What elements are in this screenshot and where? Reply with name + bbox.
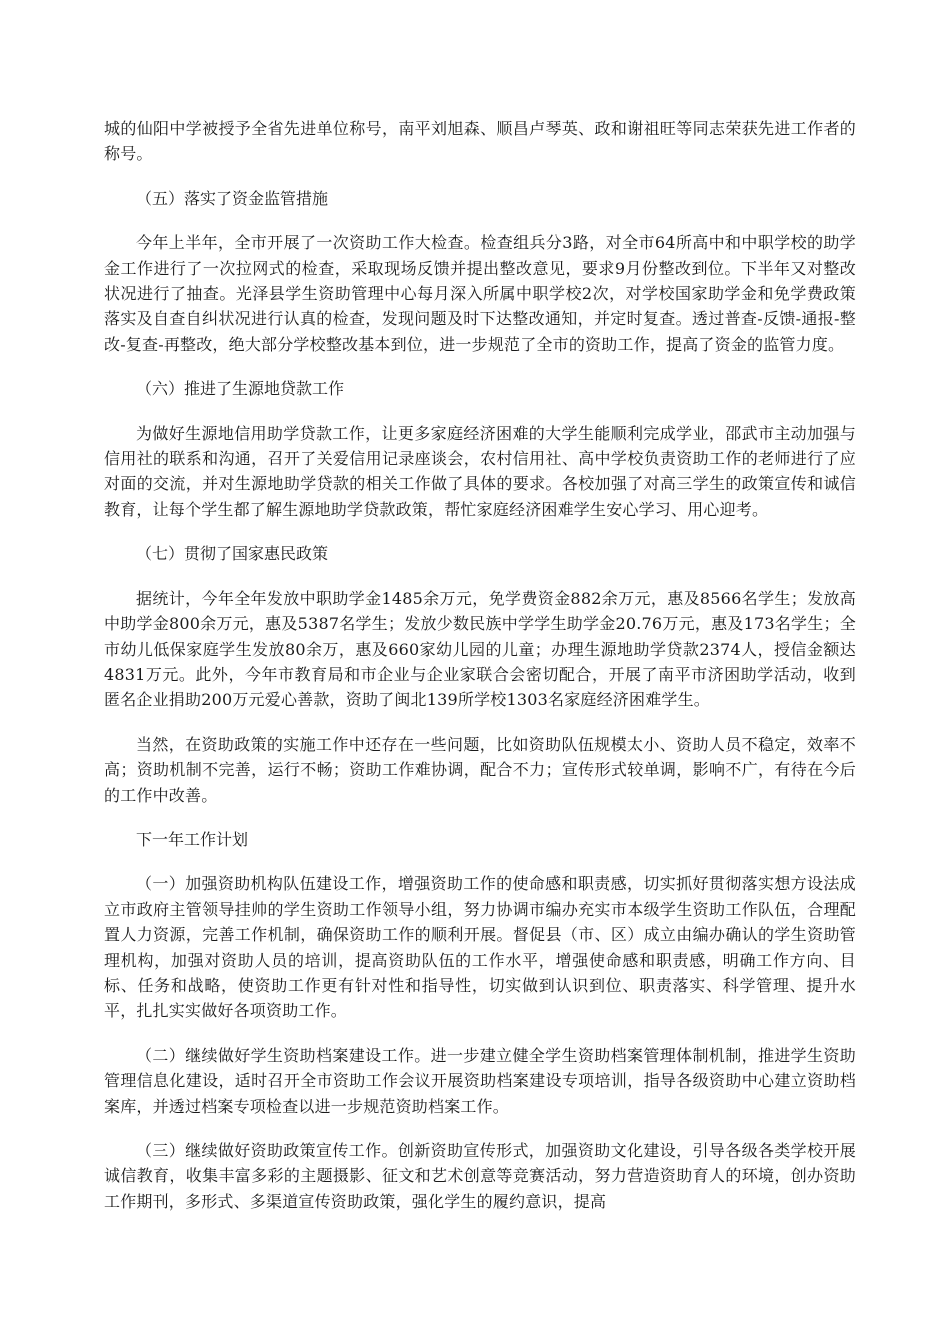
paragraph-problems: 当然，在资助政策的实施工作中还存在一些问题，比如资助队伍规模太小、资助人员不稳定，效率不高；资助机制不完善，运行不畅；资助工作难协调，配合不力；宣传形式较单调，影响不广，有待在今后的工作中改善。 [104, 734, 856, 805]
paragraph-student-loans: 为做好生源地信用助学贷款工作，让更多家庭经济困难的大学生能顺利完成学业，邵武市主动加强与信用社的联系和沟通，召开了关爱信用记录座谈会，农村信用社、高中学校负责资助工作的老师进行了应对面的交流，并对生源地助学贷款的相关工作做了具体的要求。各校加强了对高三学生的政策宣传和诚信教育，让每个学生都了解生源地助学贷款政策，帮忙家庭经济困难学生安心学习、用心迎考。 [104, 423, 856, 519]
paragraph-fund-supervision: 今年上半年，全市开展了一次资助工作大检查。检查组兵分3路，对全市64所高中和中职学校的助学金工作进行了一次拉网式的检查，采取现场反馈并提出整改意见，要求9月份整改到位。下半年又对整改状况进行了抽查。光泽县学生资助管理中心每月深入所属中职学校2次，对学校国家助学金和免学费政策落实及自查自纠状况进行认真的检查，发现问题及时下达整改通知，并定时复查。透过普查-反馈-通报-整改-复查-再整改，绝大部分学校整改基本到位，进一步规范了全市的资助工作，提高了资金的监管力度。 [104, 233, 856, 354]
section-heading-7: （七）贯彻了国家惠民政策 [136, 544, 329, 564]
paragraph-continued: 城的仙阳中学被授予全省先进单位称号，南平刘旭森、顺昌卢琴英、政和谢祖旺等同志荣获先进工作者的称号。 [104, 119, 856, 164]
paragraph-statistics: 据统计，今年全年发放中职助学金1485余万元，免学费资金882余万元，惠及8566名学生；发放高中助学金800余万元，惠及5387名学生；发放少数民族中学学生助学金20.76万元，惠及173名学生；全市幼儿低保家庭学生发放80余万，惠及660家幼儿园的儿童；办理生源地助学贷款2374人，授信金额达4831万元。此外，今年市教育局和市企业与企业家联合会密切配合，开展了南平市济困助学活动，收到匿名企业捐助200万元爱心善款，资助了闽北139所学校1303名家庭经济困难学生。 [104, 588, 856, 710]
paragraph-plan-1: （一）加强资助机构队伍建设工作，增强资助工作的使命感和职责感，切实抓好贯彻落实想方设法成立市政府主管领导挂帅的学生资助工作领导小组，努力协调市编办充实市本级学生资助工作队伍，合理配置人力资源，完善工作机制，确保资助工作的顺利开展。督促县（市、区）成立由编办确认的学生资助管理机构，加强对资助人员的培训，提高资助队伍的工作水平，增强使命感和职责感，明确工作方向、目标、任务和战略，使资助工作更有针对性和指导性，切实做到认识到位、职责落实、科学管理、提升水平，扎扎实实做好各项资助工作。 [104, 874, 856, 1021]
paragraph-plan-2: （二）继续做好学生资助档案建设工作。进一步建立健全学生资助档案管理体制机制，推进学生资助管理信息化建设，适时召开全市资助工作会议开展资助档案建设专项培训，指导各级资助中心建立资助档案库，并透过档案专项检查以进一步规范资助档案工作。 [104, 1045, 856, 1116]
section-heading-5: （五）落实了资金监管措施 [136, 188, 329, 208]
section-heading-6: （六）推进了生源地贷款工作 [136, 379, 345, 399]
paragraph-plan-3: （三）继续做好资助政策宣传工作。创新资助宣传形式，加强资助文化建设，引导各级各类学校开展诚信教育，收集丰富多彩的主题摄影、征文和艺术创意等竞赛活动，努力营造资助育人的环境，创办资助工作期刊，多形式、多渠道宣传资助政策，强化学生的履约意识，提高 [104, 1141, 856, 1211]
section-heading-plan: 下一年工作计划 [136, 829, 249, 849]
